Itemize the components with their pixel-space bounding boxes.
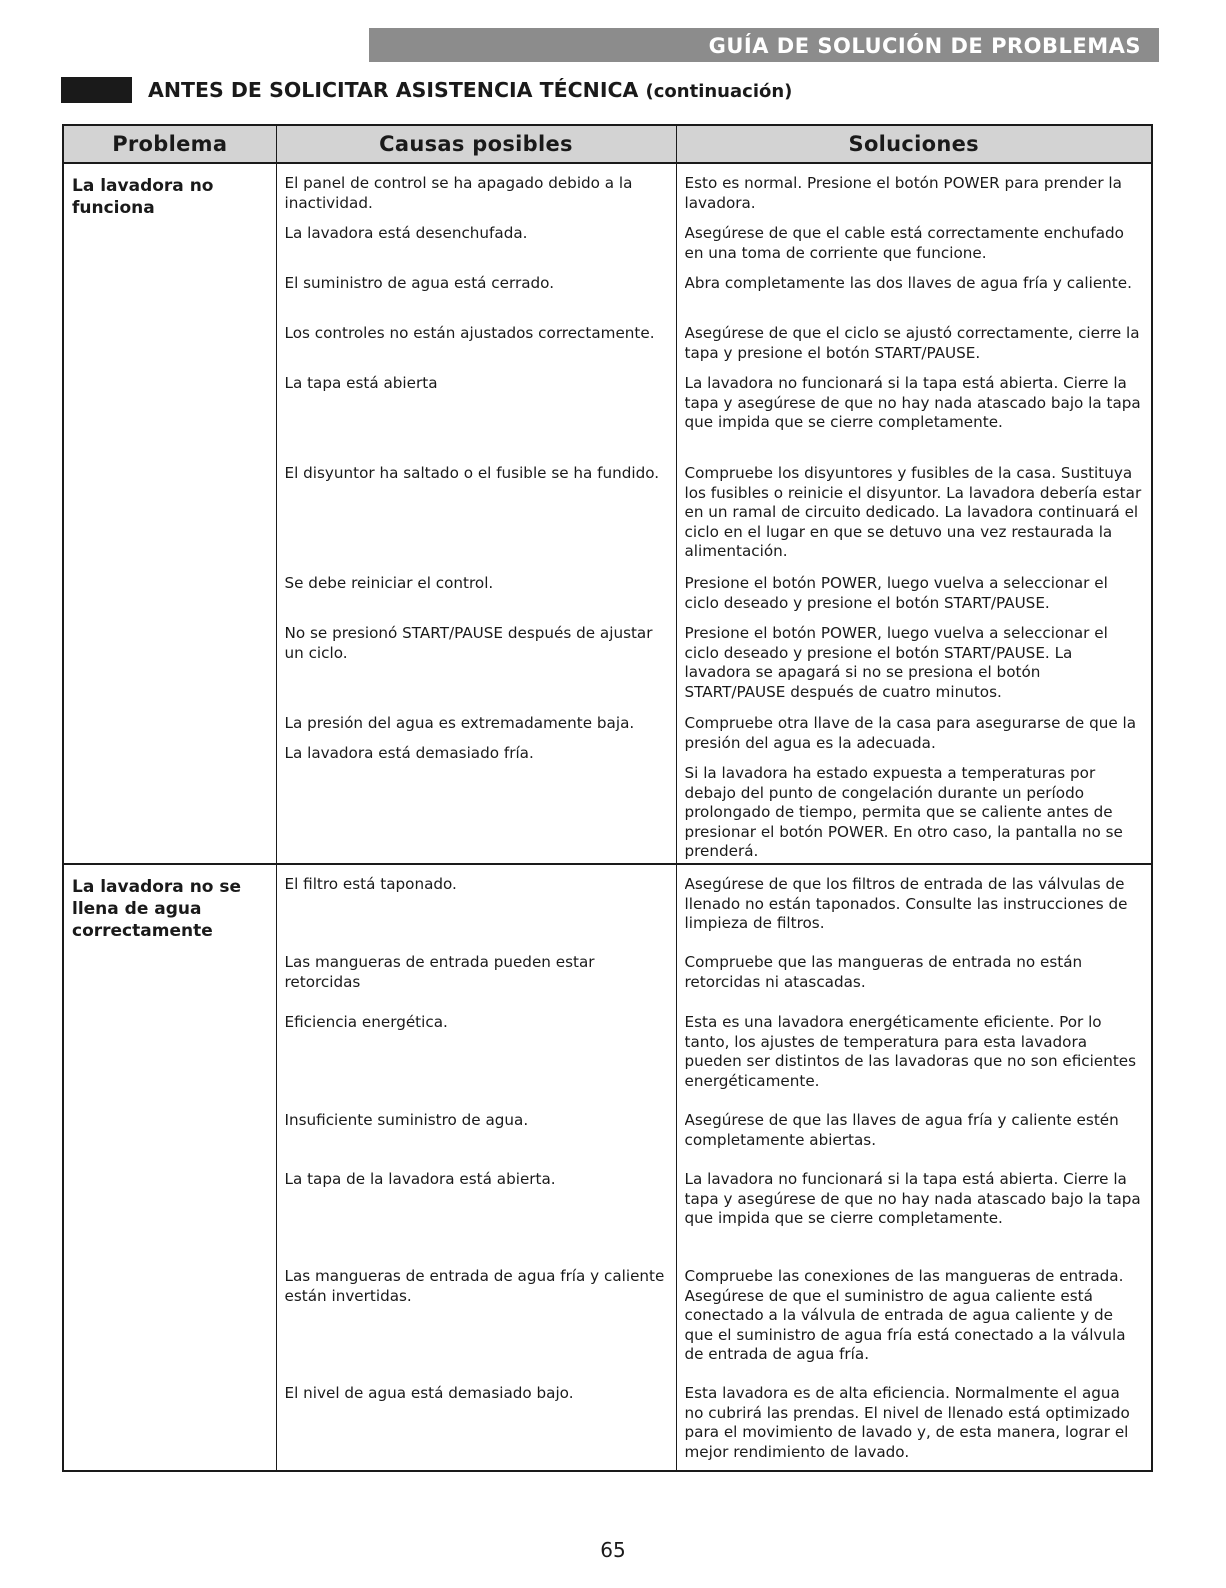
section-title (148, 78, 792, 102)
solution-item: Abra completamente las dos llaves de agua fría y caliente. (684, 274, 1132, 292)
problem-cell: La lavadora no se llena de agua correctamente (63, 864, 276, 1471)
cause-item: La lavadora está demasiado fría. (284, 744, 534, 762)
causes-cell (276, 864, 676, 1471)
solution-item: Asegúrese de que el ciclo se ajustó correctamente, cierre la tapa y presione el botón START/PAUSE. (684, 324, 1140, 362)
causes-cell (276, 163, 676, 864)
chapter-banner: GUÍA DE SOLUCIÓN DE PROBLEMAS (369, 28, 1159, 62)
troubleshooting-table (62, 124, 1153, 1472)
page-number: 65 (600, 1538, 626, 1562)
solution-item: Si la lavadora ha estado expuesta a temperaturas por debajo del punto de congelación durante un período prolongado de tiempo, permita que se caliente antes de presionar el botón POWER. En otro caso, la pantalla no se prenderá. (684, 764, 1123, 861)
section-marker-block (61, 77, 132, 103)
cause-item: El disyuntor ha saltado o el fusible se ha fundido. (284, 464, 660, 482)
cause-item: Las mangueras de entrada pueden estar retorcidas (284, 953, 595, 991)
solution-item: Asegúrese de que el cable está correctamente enchufado en una toma de corriente que funcione. (684, 224, 1124, 262)
table-row (63, 163, 1152, 864)
column-header-problem: Problema (63, 125, 276, 163)
solution-item: Compruebe otra llave de la casa para asegurarse de que la presión del agua es la adecuada. (684, 714, 1137, 752)
solutions-cell (676, 163, 1152, 864)
solution-item: Asegúrese de que los filtros de entrada de las válvulas de llenado no están taponados. Consulte las instrucciones de limpieza de filtros. (684, 875, 1128, 933)
cause-item: No se presionó START/PAUSE después de ajustar un ciclo. (284, 624, 653, 662)
solution-item: Compruebe las conexiones de las mangueras de entrada. Asegúrese de que el suministro de agua caliente está conectado a la válvula de entrada de agua caliente y de que el suministro de agua fría está conectado a la válvula de entrada de agua fría. (684, 1267, 1126, 1364)
solution-item: Presione el botón POWER, luego vuelva a seleccionar el ciclo deseado y presione el botón START/PAUSE. La lavadora se apagará si no se presiona el botón START/PAUSE después de cuatro minutos. (684, 624, 1108, 701)
solution-item: Esta es una lavadora energéticamente eficiente. Por lo tanto, los ajustes de temperatura para esta lavadora pueden ser distintos de las lavadoras que no son eficientes energéticamente. (684, 1013, 1137, 1090)
cause-item: Las mangueras de entrada de agua fría y caliente están invertidas. (284, 1267, 665, 1305)
section-title-suffix: (continuación) (645, 81, 793, 102)
solution-item: Esta lavadora es de alta eficiencia. Normalmente el agua no cubrirá las prendas. El nivel de llenado está optimizado para el movimiento de lavado y, de esta manera, lograr el mejor rendimiento de lavado. (684, 1384, 1130, 1461)
solution-item: Asegúrese de que las llaves de agua fría y caliente estén completamente abiertas. (684, 1111, 1119, 1149)
cause-item: Eficiencia energética. (284, 1013, 448, 1031)
cause-item: El suministro de agua está cerrado. (284, 274, 555, 292)
column-header-causes: Causas posibles (276, 125, 676, 163)
solution-item: Compruebe que las mangueras de entrada no están retorcidas ni atascadas. (684, 953, 1083, 991)
cause-item: La tapa de la lavadora está abierta. (284, 1170, 556, 1188)
cause-item: La lavadora está desenchufada. (284, 224, 528, 242)
section-heading (61, 72, 792, 108)
solution-item: La lavadora no funcionará si la tapa está abierta. Cierre la tapa y asegúrese de que no hay nada atascado bajo la tapa que impida que se cierre completamente. (684, 1170, 1141, 1228)
solution-item: Esto es normal. Presione el botón POWER para prender la lavadora. (684, 174, 1122, 212)
table-header-row (63, 125, 1152, 163)
solution-item: Presione el botón POWER, luego vuelva a seleccionar el ciclo deseado y presione el botón START/PAUSE. (684, 574, 1108, 612)
column-header-solutions: Soluciones (676, 125, 1152, 163)
cause-item: El nivel de agua está demasiado bajo. (284, 1384, 574, 1402)
solution-item: Compruebe los disyuntores y fusibles de la casa. Sustituya los fusibles o reinicie el disyuntor. La lavadora debería estar en un ramal de circuito dedicado. La lavadora continuará el ciclo en el lugar en que se detuvo una vez restaurada la alimentación. (684, 464, 1142, 561)
cause-item: La tapa está abierta (284, 374, 438, 392)
cause-item: Se debe reiniciar el control. (284, 574, 494, 592)
solutions-cell (676, 864, 1152, 1471)
cause-item: El filtro está taponado. (284, 875, 457, 893)
cause-item: Insuficiente suministro de agua. (284, 1111, 529, 1129)
cause-item: La presión del agua es extremadamente baja. (284, 714, 635, 732)
table-row (63, 864, 1152, 1471)
problem-cell: La lavadora no funciona (63, 163, 276, 864)
section-title-text: ANTES DE SOLICITAR ASISTENCIA TÉCNICA (148, 78, 639, 102)
cause-item: El panel de control se ha apagado debido a la inactividad. (284, 174, 633, 212)
solution-item: La lavadora no funcionará si la tapa está abierta. Cierre la tapa y asegúrese de que no hay nada atascado bajo la tapa que impida que se cierre completamente. (684, 374, 1141, 432)
cause-item: Los controles no están ajustados correctamente. (284, 324, 655, 342)
